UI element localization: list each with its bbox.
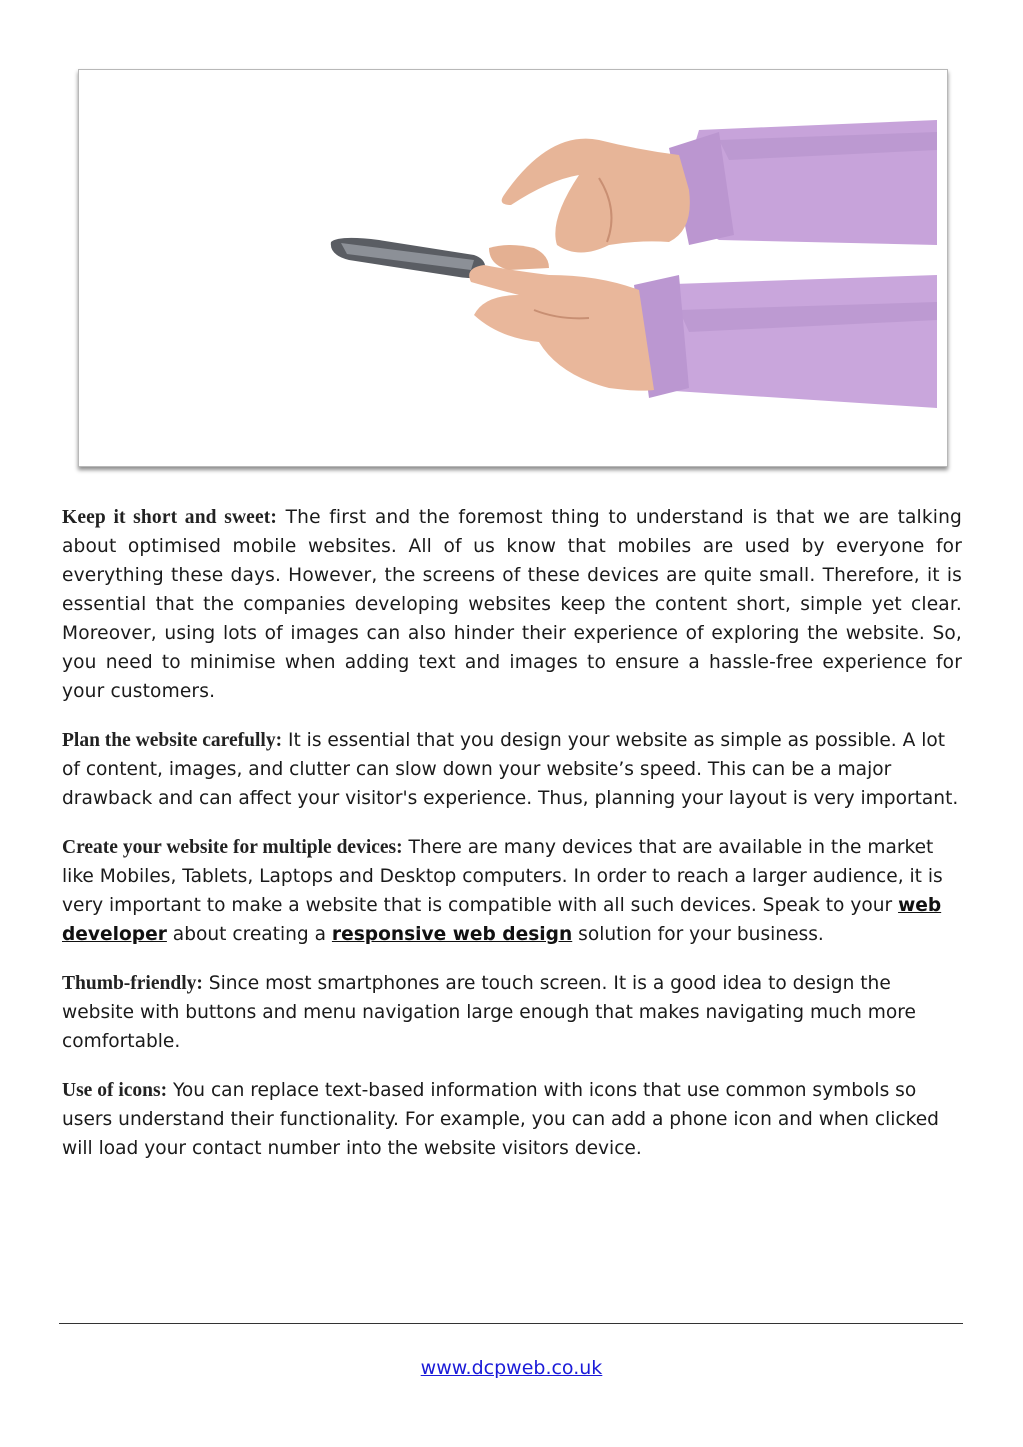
paragraph-plan-website xyxy=(62,726,962,813)
lead-keep-it-short: Keep it short and sweet: xyxy=(62,507,278,528)
text-keep-it-short: The first and the foremost thing to understand is that we are talking about optimised mobile websites. All of us know that mobiles are used by everyone for everything these days. However, the screens of these devices are quite small. Therefore, it is essential that the companies developing websites keep the content short, simple yet clear. Moreover, using lots of images can also hinder their experience of exploring the website. So, you need to minimise when adding text and images to ensure a hassle-free experience for your customers. xyxy=(62,507,962,702)
lead-multiple-devices: Create your website for multiple devices: xyxy=(62,837,403,858)
footer-divider xyxy=(59,1323,963,1324)
footer-website-link[interactable]: www.dcpweb.co.uk xyxy=(420,1357,603,1379)
article-body xyxy=(62,503,962,1163)
lead-thumb-friendly: Thumb-friendly: xyxy=(62,973,203,994)
web-developer-link[interactable]: web developer xyxy=(62,895,942,945)
text-multiple-devices-before: There are many devices that are available in the market like Mobiles, Tablets, Laptops and Desktop computers. In order to reach a larger audience, it is very important to make a website that is compatible with all such devices. Speak to your xyxy=(62,837,943,916)
paragraph-multiple-devices xyxy=(62,833,962,949)
lead-plan-website: Plan the website carefully: xyxy=(62,730,283,751)
text-thumb-friendly: Since most smartphones are touch screen. It is a good idea to design the website with buttons and menu navigation large enough that makes navigating much more comfortable. xyxy=(62,973,916,1052)
text-multiple-devices-after: solution for your business. xyxy=(572,924,824,945)
text-use-of-icons: You can replace text-based information with icons that use common symbols so users understand their functionality. For example, you can add a phone icon and when clicked will load your contact number into the website visitors device. xyxy=(62,1080,939,1159)
paragraph-thumb-friendly xyxy=(62,969,962,1056)
text-plan-website: It is essential that you design your website as simple as possible. A lot of content, images, and clutter can slow down your website’s speed. This can be a major drawback and can affect your visitor's experience. Thus, planning your layout is very important. xyxy=(62,730,959,809)
text-multiple-devices-middle: about creating a xyxy=(166,924,332,945)
lead-use-of-icons: Use of icons: xyxy=(62,1080,168,1101)
hero-photo xyxy=(78,69,948,467)
paragraph-use-of-icons xyxy=(62,1076,962,1163)
responsive-web-design-link[interactable]: responsive web design xyxy=(331,924,573,945)
hands-holding-smartphone-photo xyxy=(79,70,947,466)
paragraph-keep-it-short xyxy=(62,503,962,706)
